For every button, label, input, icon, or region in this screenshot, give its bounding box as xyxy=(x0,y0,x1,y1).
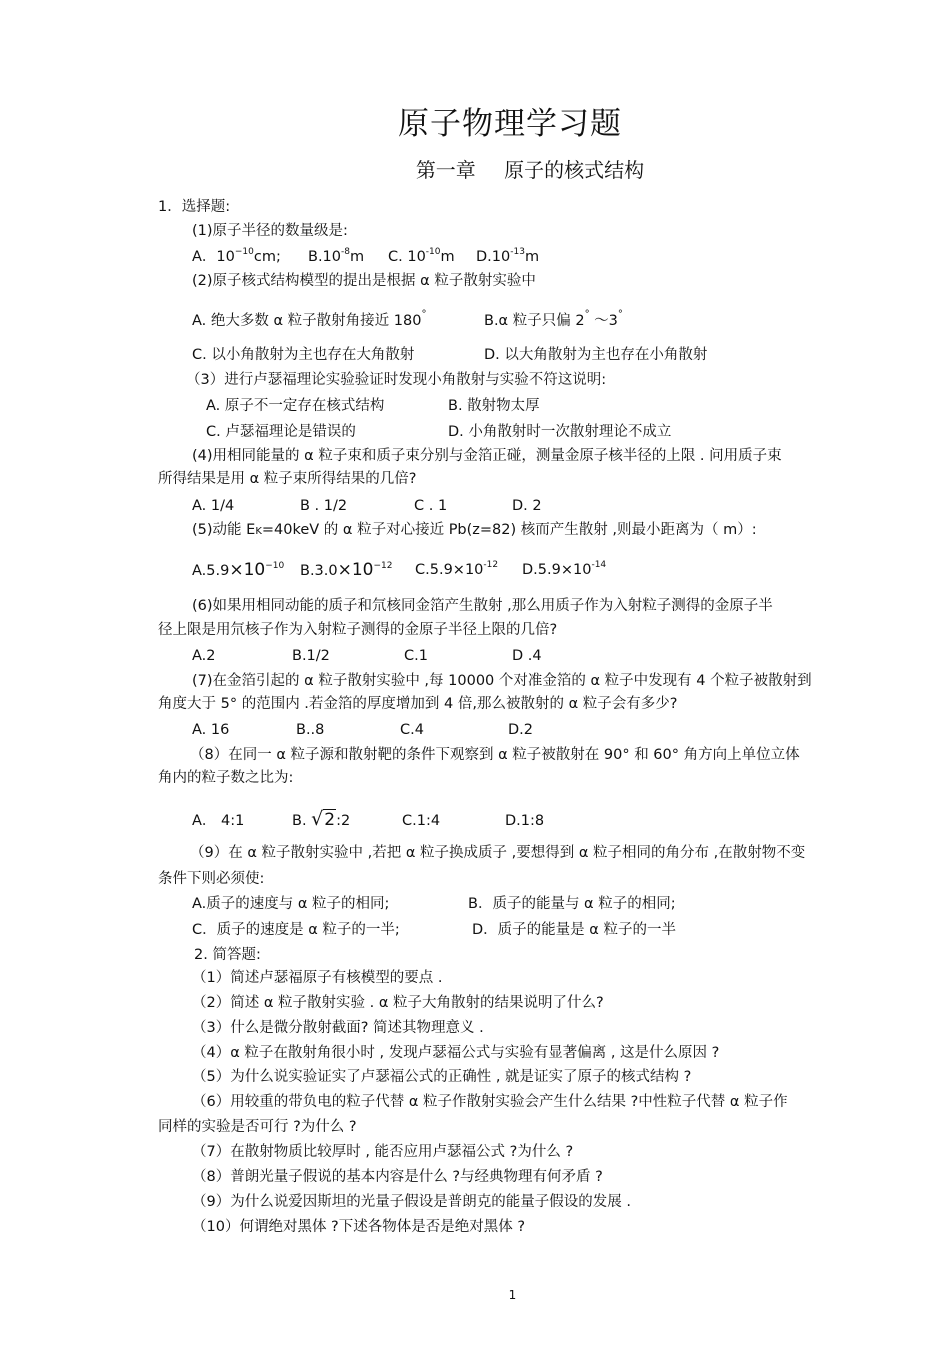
question-3: （3）进行卢瑟福理论实验验证时发现小角散射与实验不符这说明: xyxy=(186,372,607,388)
option-9c: C．质子的速度是 α 粒子的一半; xyxy=(192,922,400,938)
option-7b: B..8 xyxy=(296,722,325,738)
option-4a: A. 1/4 xyxy=(192,498,235,514)
option-1c: C. $10^{-10}m$ xyxy=(388,247,455,265)
short-answer-1: （1）简述卢瑟福原子有核模型的要点 . xyxy=(192,970,443,986)
option-7c: C.4 xyxy=(400,722,424,738)
question-4-line-2: 所得结果是用 α 粒子束所得结果的几倍? xyxy=(158,471,417,487)
short-answer-8: （8）普朗光量子假说的基本内容是什么 ?与经典物理有何矛盾 ? xyxy=(192,1169,603,1185)
short-answer-6-line-2: 同样的实验是否可行 ?为什么 ? xyxy=(158,1119,357,1135)
option-2b: B.α 粒子只偏 2° ～3° xyxy=(484,309,623,329)
option-7a: A. 16 xyxy=(192,722,230,738)
question-9-line-2: 条件下则必须使: xyxy=(158,871,265,887)
option-8a: A． 4:1 xyxy=(192,813,245,829)
option-9a: A.质子的速度与 α 粒子的相同; xyxy=(192,896,390,912)
option-9b: B．质子的能量与 α 粒子的相同; xyxy=(468,896,676,912)
short-answer-5: （5）为什么说实验证实了卢瑟福公式的正确性 , 就是证实了原子的核式结构 ? xyxy=(192,1069,692,1085)
option-5c: $C.5.9\times 10^{-12}$ xyxy=(415,560,499,578)
option-2d: D. 以大角散射为主也存在小角散射 xyxy=(484,347,708,363)
chapter-heading: 第一章 原子的核式结构 xyxy=(415,158,645,182)
question-8-line-1: （8）在同一 α 粒子源和散射靶的条件下观察到 α 粒子被散射在 90° 和 60° 角方向上单位立体 xyxy=(190,747,800,763)
option-9d: D．质子的能量是 α 粒子的一半 xyxy=(472,922,676,938)
option-5a: $A.5.9\times 10^{-10}$ xyxy=(192,560,285,580)
option-5b: $B.3.0\times 10^{-12}$ xyxy=(300,560,393,580)
question-8-line-2: 角内的粒子数之比为: xyxy=(158,770,294,786)
question-2: (2)原子核式结构模型的提出是根据 α 粒子散射实验中 xyxy=(192,273,536,289)
option-8c: C.1:4 xyxy=(402,813,441,829)
question-9-line-1: （9）在 α 粒子散射实验中 ,若把 α 粒子换成质子 ,要想得到 α 粒子相同的角分布 ,在散射物不变 xyxy=(190,845,806,861)
question-4-line-1: (4)用相同能量的 α 粒子束和质子束分别与金箔正碰，测量金原子核半径的上限 . 问用质子束 xyxy=(192,448,782,464)
option-2c: C. 以小角散射为主也存在大角散射 xyxy=(192,347,415,363)
section-short-answer-heading: 2. 简答题: xyxy=(194,947,261,963)
question-5: (5)动能 EK=40keV 的 α 粒子对心接近 Pb(z=82) 核而产生散射 ,则最小距离为（ m）: xyxy=(192,522,757,538)
option-3a: A. 原子不一定存在核式结构 xyxy=(206,398,385,414)
option-4d: D. 2 xyxy=(512,498,542,514)
option-8d: D.1:8 xyxy=(505,813,545,829)
option-7d: D.2 xyxy=(508,722,533,738)
short-answer-10: （10）何谓绝对黑体 ?下述各物体是否是绝对黑体 ? xyxy=(192,1219,526,1235)
question-6-line-2: 径上限是用氘核子作为入射粒子测得的金原子半径上限的几倍? xyxy=(158,622,558,638)
short-answer-2: （2）简述 α 粒子散射实验 . α 粒子大角散射的结果说明了什么? xyxy=(192,995,604,1011)
short-answer-7: （7）在散射物质比较厚时 , 能否应用卢瑟福公式 ?为什么 ? xyxy=(192,1144,574,1160)
option-3d: D. 小角散射时一次散射理论不成立 xyxy=(448,424,672,440)
option-8b: B. √2:2 xyxy=(292,808,351,830)
option-6a: A.2 xyxy=(192,648,216,664)
option-5d: $D.5.9\times 10^{-14}$ xyxy=(522,560,607,578)
option-6c: C.1 xyxy=(404,648,428,664)
question-6-line-1: (6)如果用相同动能的质子和氘核同金箔产生散射 ,那么用质子作为入射粒子测得的金原子半 xyxy=(192,598,773,614)
option-3c: C. 卢瑟福理论是错误的 xyxy=(206,424,356,440)
page-number: 1 xyxy=(508,1288,517,1302)
option-3b: B. 散射物太厚 xyxy=(448,398,540,414)
question-1: (1)原子半径的数量级是: xyxy=(192,223,348,239)
option-1d: $D.10^{-13}m$ xyxy=(476,247,540,265)
short-answer-9: （9）为什么说爱因斯坦的光量子假设是普朗克的能量子假设的发展 . xyxy=(192,1194,631,1210)
option-1b: $B.10^{-8}m$ xyxy=(308,247,365,265)
question-7-line-1: (7)在金箔引起的 α 粒子散射实验中 ,每 10000 个对准金箔的 α 粒子中发现有 4 个粒子被散射到 xyxy=(192,673,812,689)
option-2a: A. 绝大多数 α 粒子散射角接近 180° xyxy=(192,309,427,329)
section-choice-heading: 1．选择题: xyxy=(158,199,231,215)
question-7-line-2: 角度大于 5° 的范围内 .若金箔的厚度增加到 4 倍,那么被散射的 α 粒子会有多少? xyxy=(158,696,678,712)
short-answer-3: （3）什么是微分散射截面? 简述其物理意义 . xyxy=(192,1020,484,1036)
option-4b: B . 1/2 xyxy=(300,498,348,514)
option-4c: C . 1 xyxy=(414,498,448,514)
short-answer-4: （4）α 粒子在散射角很小时 , 发现卢瑟福公式与实验有显著偏离 , 这是什么原因 ? xyxy=(192,1045,720,1061)
document-title: 原子物理学习题 xyxy=(398,106,622,142)
short-answer-6-line-1: （6）用较重的带负电的粒子代替 α 粒子作散射实验会产生什么结果 ?中性粒子代替 α 粒子作 xyxy=(192,1094,788,1110)
option-1a: A．$10^{-10}cm$; xyxy=(192,247,281,265)
option-6d: D .4 xyxy=(512,648,542,664)
option-6b: B.1/2 xyxy=(292,648,330,664)
